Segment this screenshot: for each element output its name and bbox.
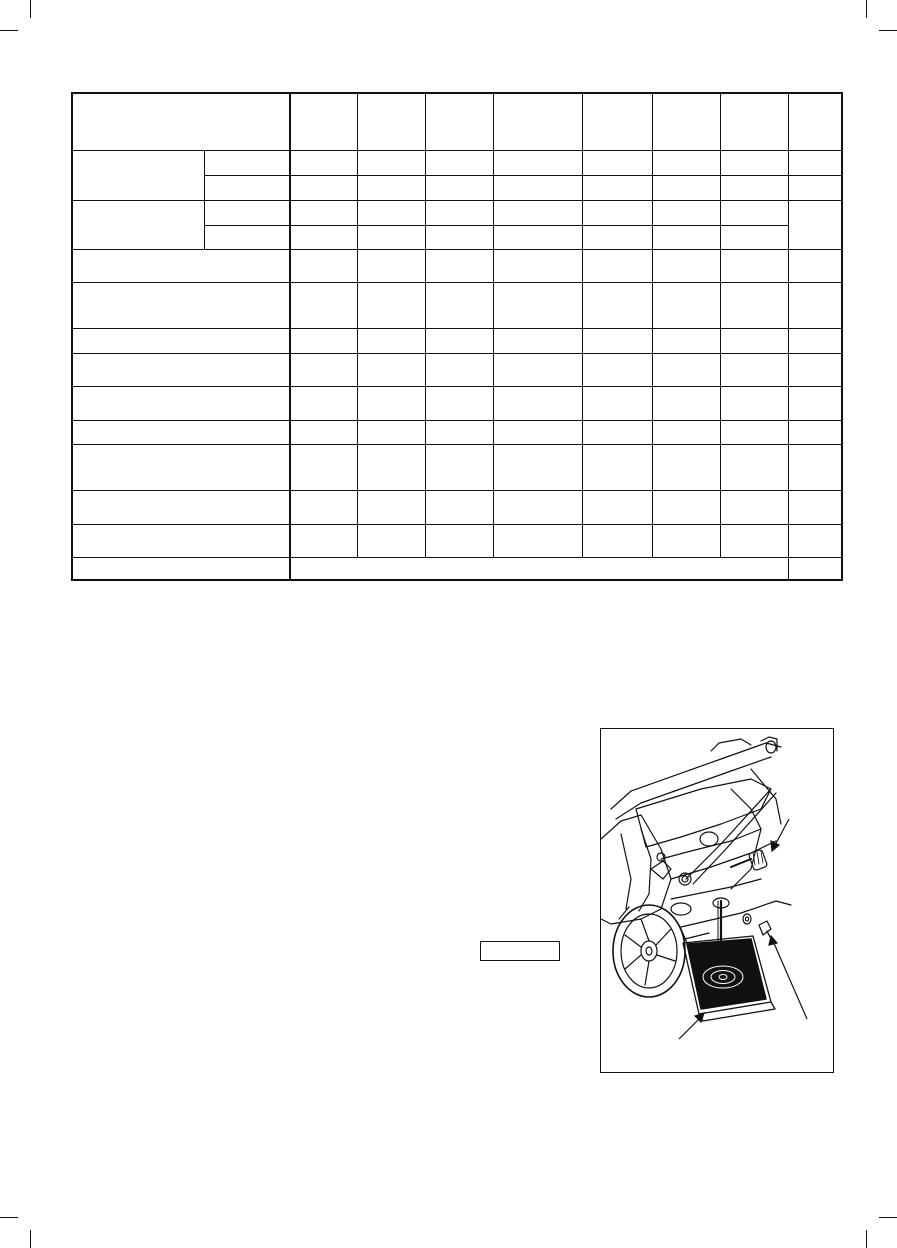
- table-cell: [582, 420, 652, 444]
- table-cell: [290, 150, 357, 175]
- table-cell: [493, 353, 582, 386]
- table-cell: [425, 282, 493, 328]
- table-row: [72, 420, 842, 444]
- crop-mark-top-left-h: [0, 30, 18, 31]
- table-row: [72, 200, 842, 225]
- table-cell: [582, 386, 652, 420]
- mower-oil-drain-figure: [600, 728, 834, 1073]
- table-cell: [204, 175, 290, 200]
- table-cell: [72, 353, 290, 386]
- table-cell: [493, 200, 582, 225]
- table-cell: [652, 282, 720, 328]
- table-cell: [493, 444, 582, 490]
- table-cell: [72, 557, 290, 580]
- table-cell: [652, 150, 720, 175]
- table-cell: [72, 328, 290, 353]
- table-cell: [357, 386, 425, 420]
- table-cell: [204, 150, 290, 175]
- table-cell: [582, 282, 652, 328]
- table-cell: [788, 200, 842, 249]
- table-cell: [652, 420, 720, 444]
- table-header-row: [72, 93, 842, 150]
- table-cell: [652, 490, 720, 524]
- table-header-cell: [720, 93, 788, 150]
- table-cell: [788, 150, 842, 175]
- table-header-cell: [425, 93, 493, 150]
- table-cell: [493, 249, 582, 282]
- table-cell: [652, 353, 720, 386]
- table-cell: [425, 225, 493, 249]
- table-cell: [720, 444, 788, 490]
- table-cell: [357, 328, 425, 353]
- table-cell: [357, 200, 425, 225]
- table-cell: [72, 200, 204, 249]
- table-cell: [582, 249, 652, 282]
- table-row: [72, 249, 842, 282]
- table-header-cell: [357, 93, 425, 150]
- table-cell: [72, 386, 290, 420]
- table-cell: [652, 175, 720, 200]
- table-cell: [652, 386, 720, 420]
- table-cell: [72, 420, 290, 444]
- table-cell: [720, 328, 788, 353]
- table-cell: [290, 225, 357, 249]
- table-cell: [425, 353, 493, 386]
- table-row: [72, 353, 842, 386]
- table-cell: [788, 444, 842, 490]
- table-cell: [72, 490, 290, 524]
- table-cell: [720, 150, 788, 175]
- table-row: [72, 490, 842, 524]
- table-cell: [357, 150, 425, 175]
- lawn-mower-oil-drain-icon: [601, 729, 833, 1072]
- table-cell: [582, 175, 652, 200]
- table-row: [72, 524, 842, 557]
- table-cell: [72, 249, 290, 282]
- drain-bolt-leader: [773, 941, 807, 1019]
- table-cell: [290, 420, 357, 444]
- table-cell: [788, 490, 842, 524]
- table-cell: [425, 200, 493, 225]
- table-cell: [204, 200, 290, 225]
- table-cell: [720, 175, 788, 200]
- table-cell: [720, 386, 788, 420]
- crop-mark-bottom-left-h: [0, 1217, 18, 1218]
- table-cell: [72, 444, 290, 490]
- table-cell: [720, 225, 788, 249]
- table-cell: [720, 282, 788, 328]
- table-cell: [493, 225, 582, 249]
- table-cell: [652, 524, 720, 557]
- table-cell: [72, 150, 204, 200]
- table-header-cell: [582, 93, 652, 150]
- table-cell: [582, 225, 652, 249]
- table-cell: [357, 175, 425, 200]
- table-cell: [425, 490, 493, 524]
- table-cell: [652, 444, 720, 490]
- table-cell: [290, 328, 357, 353]
- specification-table: [71, 92, 843, 581]
- table-cell: [425, 249, 493, 282]
- table-cell: [652, 225, 720, 249]
- table-cell: [652, 249, 720, 282]
- table-cell: [425, 386, 493, 420]
- table-cell: [290, 353, 357, 386]
- table-cell: [357, 225, 425, 249]
- table-cell: [788, 557, 842, 580]
- table-cell: [788, 386, 842, 420]
- table-cell: [788, 353, 842, 386]
- table-cell: [652, 328, 720, 353]
- oil-pan-leader: [679, 1017, 701, 1039]
- table-cell: [720, 249, 788, 282]
- table-cell: [788, 328, 842, 353]
- table-cell: [493, 524, 582, 557]
- table-cell: [425, 444, 493, 490]
- table-cell: [357, 420, 425, 444]
- table-cell: [788, 282, 842, 328]
- table-cell: [357, 353, 425, 386]
- table-cell: [290, 282, 357, 328]
- crop-mark-top-right-v: [866, 0, 867, 18]
- table-cell: [425, 524, 493, 557]
- table-cell: [582, 444, 652, 490]
- table-cell: [493, 175, 582, 200]
- table-row: [72, 386, 842, 420]
- crop-mark-top-right-h: [879, 30, 897, 31]
- table-cell: [290, 524, 357, 557]
- crop-mark-top-left-v: [30, 0, 31, 18]
- table-header-cell: [493, 93, 582, 150]
- table-header-cell: [290, 93, 357, 150]
- table-cell: [493, 386, 582, 420]
- table-cell: [493, 328, 582, 353]
- crop-mark-bottom-right-h: [879, 1217, 897, 1218]
- table-cell: [290, 175, 357, 200]
- table-cell: [290, 249, 357, 282]
- table-cell: [582, 328, 652, 353]
- table-cell: [357, 282, 425, 328]
- table-footer-row: [72, 557, 842, 580]
- table-cell: [72, 282, 290, 328]
- table-cell: [290, 386, 357, 420]
- table-cell: [720, 353, 788, 386]
- table-header-cell: [788, 93, 842, 150]
- table-row: [72, 444, 842, 490]
- crop-mark-bottom-left-v: [30, 1230, 31, 1248]
- table-cell: [720, 200, 788, 225]
- crop-mark-bottom-right-v: [866, 1230, 867, 1248]
- table-cell: [493, 282, 582, 328]
- table-cell: [493, 150, 582, 175]
- table-cell: [493, 490, 582, 524]
- table-cell: [720, 420, 788, 444]
- reference-label-box: [480, 941, 560, 961]
- table-cell: [290, 200, 357, 225]
- table-cell: [425, 328, 493, 353]
- table-cell: [425, 150, 493, 175]
- table-cell: [204, 225, 290, 249]
- table-cell: [72, 524, 290, 557]
- table-row: [72, 282, 842, 328]
- table-header-cell: [652, 93, 720, 150]
- table-cell: [493, 420, 582, 444]
- table-cell: [788, 524, 842, 557]
- table-cell: [788, 420, 842, 444]
- table-header-cell: [72, 93, 290, 150]
- table-cell: [582, 150, 652, 175]
- table-row: [72, 328, 842, 353]
- dipstick-leader: [774, 819, 789, 847]
- table-cell: [788, 175, 842, 200]
- table-cell: [425, 420, 493, 444]
- table-cell: [425, 175, 493, 200]
- table-cell: [582, 200, 652, 225]
- table-cell: [720, 524, 788, 557]
- table-row: [72, 150, 842, 175]
- table-cell: [652, 200, 720, 225]
- table-cell: [582, 524, 652, 557]
- table-cell: [357, 524, 425, 557]
- table-cell: [357, 249, 425, 282]
- table-cell: [582, 490, 652, 524]
- table-cell: [788, 249, 842, 282]
- table-cell: [357, 444, 425, 490]
- table-cell: [357, 490, 425, 524]
- table-merged-cell: [290, 557, 788, 580]
- table-cell: [720, 490, 788, 524]
- table-cell: [582, 353, 652, 386]
- table-cell: [290, 490, 357, 524]
- table-cell: [290, 444, 357, 490]
